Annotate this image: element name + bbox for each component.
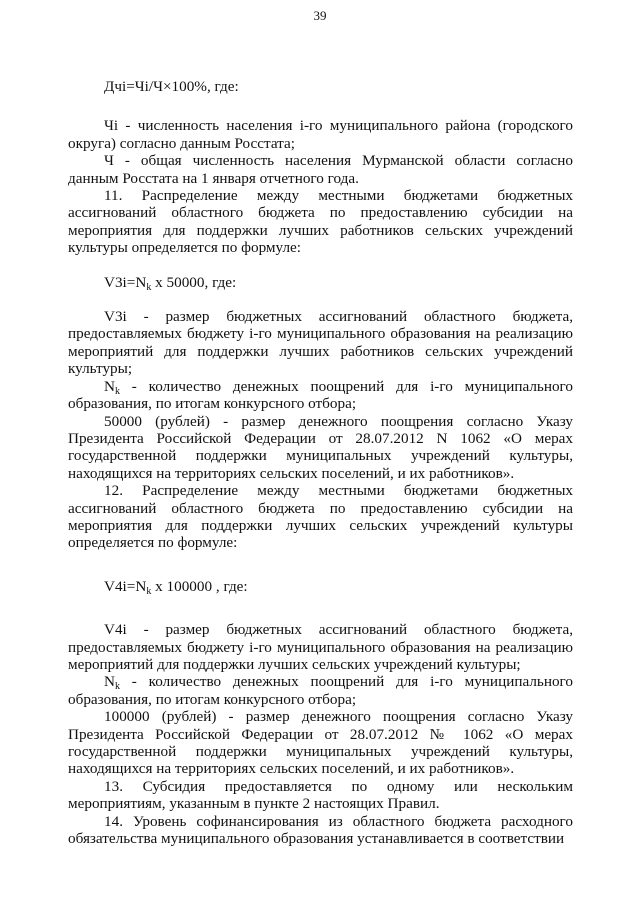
formula-v4-rhs: х 100000 , где: <box>151 577 248 595</box>
definition-ch: Ч - общая численность населения Мурманской области согласно данным Росстата на 1 января отчетного года. <box>68 152 573 187</box>
definition-nk-1 <box>68 378 573 413</box>
definition-nk-2-rest: - количество денежных поощрений для i-го муниципального образования, по итогам конкурсного отбора; <box>68 673 573 708</box>
definition-nk-2-sub: k <box>114 681 120 693</box>
definition-v4: V4i - размер бюджетных ассигнований областного бюджета, предоставляемых бюджету i-го муниципального образования на реализацию мероприятий для поддержки лучших сельских учреждений культуры; <box>68 621 573 673</box>
definition-50000: 50000 (рублей) - размер денежного поощрения согласно Указу Президента Российской Федерации от 28.07.2012 N 1062 «О мерах государственной поддержки муниципальных учреждений культуры, находящихся на территориях сельских поселений, и их работников». <box>68 412 573 482</box>
definition-chi: Чi - численность населения i-го муниципального района (городского округа) согласно данным Росстата; <box>68 117 573 152</box>
formula-v4-lhs: V4i=N <box>104 577 147 595</box>
definition-nk-1-lhs: N <box>104 377 115 395</box>
formula-v3-rhs: х 50000, где: <box>151 273 237 291</box>
paragraph-13: 13. Субсидия предоставляется по одному или нескольким мероприятиям, указанным в пункте 2 настоящих Правил. <box>68 777 573 813</box>
page-number: 39 <box>313 8 327 23</box>
definition-nk-1-rest: - количество денежных поощрений для i-го муниципального образования, по итогам конкурсного отбора; <box>68 377 573 413</box>
formula-dchi: Дчi=Чi/Ч×100%, где: <box>104 78 239 95</box>
definition-nk-1-sub: k <box>114 385 120 397</box>
formula-v3-sub: k <box>146 281 152 293</box>
paragraph-14: 14. Уровень софинансирования из областного бюджета расходного обязательства муниципального образования устанавливается в соответствии <box>68 812 573 848</box>
definition-v3: V3i - размер бюджетных ассигнований областного бюджета, предоставляемых бюджету i-го муниципального образования на реализацию мероприятий для поддержки лучших работников сельских учреждений культуры; <box>68 308 573 378</box>
paragraph-11: 11. Распределение между местными бюджетами бюджетных ассигнований областного бюджета по предоставлению субсидии на мероприятия для поддержки лучших работников сельских учреждений культуры определяется по формуле: <box>68 187 573 257</box>
paragraph-12: 12. Распределение между местными бюджетами бюджетных ассигнований областного бюджета по предоставлению субсидии на мероприятия для поддержки лучших сельских учреждений культуры определяется по формуле: <box>68 482 573 552</box>
document-body <box>68 78 573 847</box>
formula-v3 <box>68 274 573 291</box>
formula-v4 <box>68 578 573 595</box>
definition-nk-2 <box>68 673 573 708</box>
definition-nk-2-lhs: N <box>104 673 115 691</box>
definition-100000: 100000 (рублей) - размер денежного поощрения согласно Указу Президента Российской Федерации от 28.07.2012 № 1062 «О мерах государственной поддержки муниципальных учреждений культуры, находящихся на территориях сельских поселений, и их работников». <box>68 708 573 778</box>
formula-v3-lhs: V3i=N <box>104 273 147 291</box>
formula-v4-sub: k <box>146 585 152 597</box>
